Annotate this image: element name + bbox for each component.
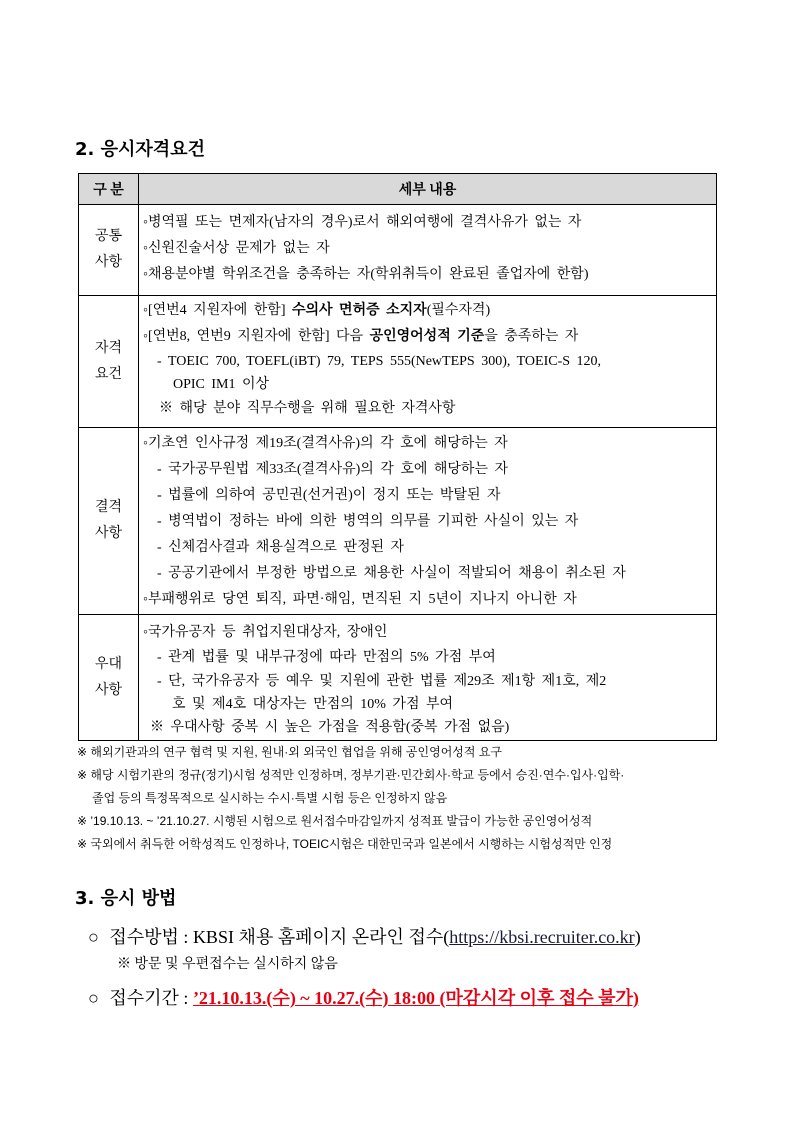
detail-line: - 관계 법률 및 내부규정에 따라 만점의 5% 가점 부여 — [157, 650, 496, 665]
category-label: 사항 — [94, 255, 123, 270]
method-close: ) — [634, 927, 641, 947]
method-text: KBSI 채용 홈페이지 온라인 접수( — [192, 927, 450, 947]
period-value: ’21.10.13.(수) ~ 10.27.(수) 18:00 (마감시각 이후 접수 불가) — [192, 988, 639, 1008]
table-row-qualification — [79, 296, 717, 428]
eligibility-notes — [77, 741, 737, 856]
category-label: 사항 — [94, 682, 123, 698]
detail-note: ※ 해당 분야 직무수행을 위해 필요한 자격사항 — [159, 401, 456, 416]
detail-line: OPIC IM1 이상 — [173, 377, 270, 392]
table-row-preference — [79, 615, 717, 741]
category-label: 사항 — [94, 526, 123, 541]
detail-line: ◦신원진술서상 문제가 없는 자 — [143, 241, 330, 256]
section-3-title: 3. 응시 방법 — [75, 888, 177, 909]
detail-text: (필수자격) — [426, 303, 491, 318]
detail-line: - 공공기관에서 부정한 방법으로 채용한 사실이 적발되어 채용이 취소된 자 — [157, 566, 626, 581]
detail-text: ◦[연번8, 연번9 지원자에 한함] 다음 — [143, 329, 370, 344]
circle-bullet-icon: ○ — [88, 988, 99, 1008]
details-cell-preference — [139, 615, 717, 741]
table-header-row — [79, 174, 717, 205]
note-line: ※ ’19.10.13. ~ ’21.10.27. 시행된 시험으로 원서접수마감일까지 성적표 발급이 가능한 공인영어성적 — [77, 814, 593, 828]
detail-line: ◦부패행위로 당연 퇴직, 파면·해임, 면직된 지 5년이 지나지 아니한 자 — [143, 592, 577, 607]
detail-note: ※ 우대사항 중복 시 높은 가점을 적용함(중복 가점 없음) — [150, 720, 510, 735]
details-cell-common — [139, 205, 717, 296]
category-label: 공통 — [94, 229, 123, 244]
method-label: 접수방법 : — [109, 927, 189, 947]
note-line-continuation: 졸업 등의 특정목적으로 실시하는 수시·특별 시험 등은 인정하지 않음 — [92, 791, 448, 805]
detail-line: ◦채용분야별 학위조건을 충족하는 자(학위취득이 완료된 졸업자에 한함) — [143, 267, 589, 282]
emphasis-text: 수의사 면허증 소지자 — [291, 303, 427, 318]
category-cell-preference — [79, 615, 139, 741]
note-line: ※ 국외에서 취득한 어학성적도 인정하나, TOEIC시험은 대한민국과 일본에서 시행하는 시험성적만 인정 — [77, 837, 613, 851]
category-cell-qualification — [79, 296, 139, 428]
method-note: ※ 방문 및 우편접수는 실시하지 않음 — [117, 957, 338, 972]
details-cell-disqualification — [139, 428, 717, 615]
table-row-common — [79, 205, 717, 296]
detail-line: 호 및 제4호 대상자는 만점의 10% 가점 부여 — [172, 697, 454, 712]
note-line: ※ 해외기관과의 연구 협력 및 지원, 원내·외 외국인 협업을 위해 공인영어성적 요구 — [77, 745, 503, 759]
detail-line: - 국가공무원법 제33조(결격사유)의 각 호에 해당하는 자 — [157, 462, 508, 477]
detail-text: 을 충족하는 자 — [484, 329, 579, 344]
circle-bullet-icon: ○ — [88, 927, 99, 947]
application-period — [88, 986, 639, 1010]
category-label: 우대 — [94, 656, 123, 672]
category-label: 결격 — [94, 500, 123, 515]
category-cell-disqualification — [79, 428, 139, 615]
header-category: 구 분 — [79, 174, 139, 205]
detail-line: ◦기초연 인사규정 제19조(결격사유)의 각 호에 해당하는 자 — [143, 436, 508, 451]
category-label: 요건 — [94, 366, 123, 382]
detail-line — [139, 298, 716, 324]
application-url-link[interactable]: https://kbsi.recruiter.co.kr — [449, 927, 635, 947]
category-cell-common — [79, 205, 139, 296]
period-label: 접수기간 : — [109, 988, 189, 1008]
application-method — [88, 925, 641, 949]
detail-line: - 병역법이 정하는 바에 의한 병역의 의무를 기피한 사실이 있는 자 — [157, 514, 579, 529]
details-cell-qualification — [139, 296, 717, 428]
section-2-title: 2. 응시자격요건 — [75, 139, 205, 160]
emphasis-text: 공인영어성적 기준 — [369, 329, 485, 344]
detail-line: - 단, 국가유공자 등 예우 및 지원에 관한 법률 제29조 제1항 제1호, 제2 — [157, 674, 607, 689]
detail-line: ◦병역필 또는 면제자(남자의 경우)로서 해외여행에 결격사유가 없는 자 — [143, 215, 582, 230]
category-label: 자격 — [94, 340, 123, 356]
detail-line: ◦국가유공자 등 취업지원대상자, 장애인 — [143, 625, 388, 640]
detail-line — [139, 324, 716, 350]
detail-line: - 신체검사결과 채용실격으로 판정된 자 — [157, 540, 405, 555]
eligibility-table — [78, 173, 717, 741]
header-details: 세부 내용 — [139, 174, 717, 205]
note-line: ※ 해당 시험기관의 정규(정기)시험 성적만 인정하며, 정부기관·민간회사·학교 등에서 승진·연수·입사·입학· — [77, 768, 625, 782]
detail-line: - 법률에 의하여 공민권(선거권)이 정지 또는 박탈된 자 — [157, 488, 501, 503]
table-row-disqualification — [79, 428, 717, 615]
detail-text: ◦[연번4 지원자에 한함] — [143, 303, 292, 318]
detail-line: - TOEIC 700, TOEFL(iBT) 79, TEPS 555(NewTEPS 300), TOEIC-S 120, — [157, 354, 602, 369]
